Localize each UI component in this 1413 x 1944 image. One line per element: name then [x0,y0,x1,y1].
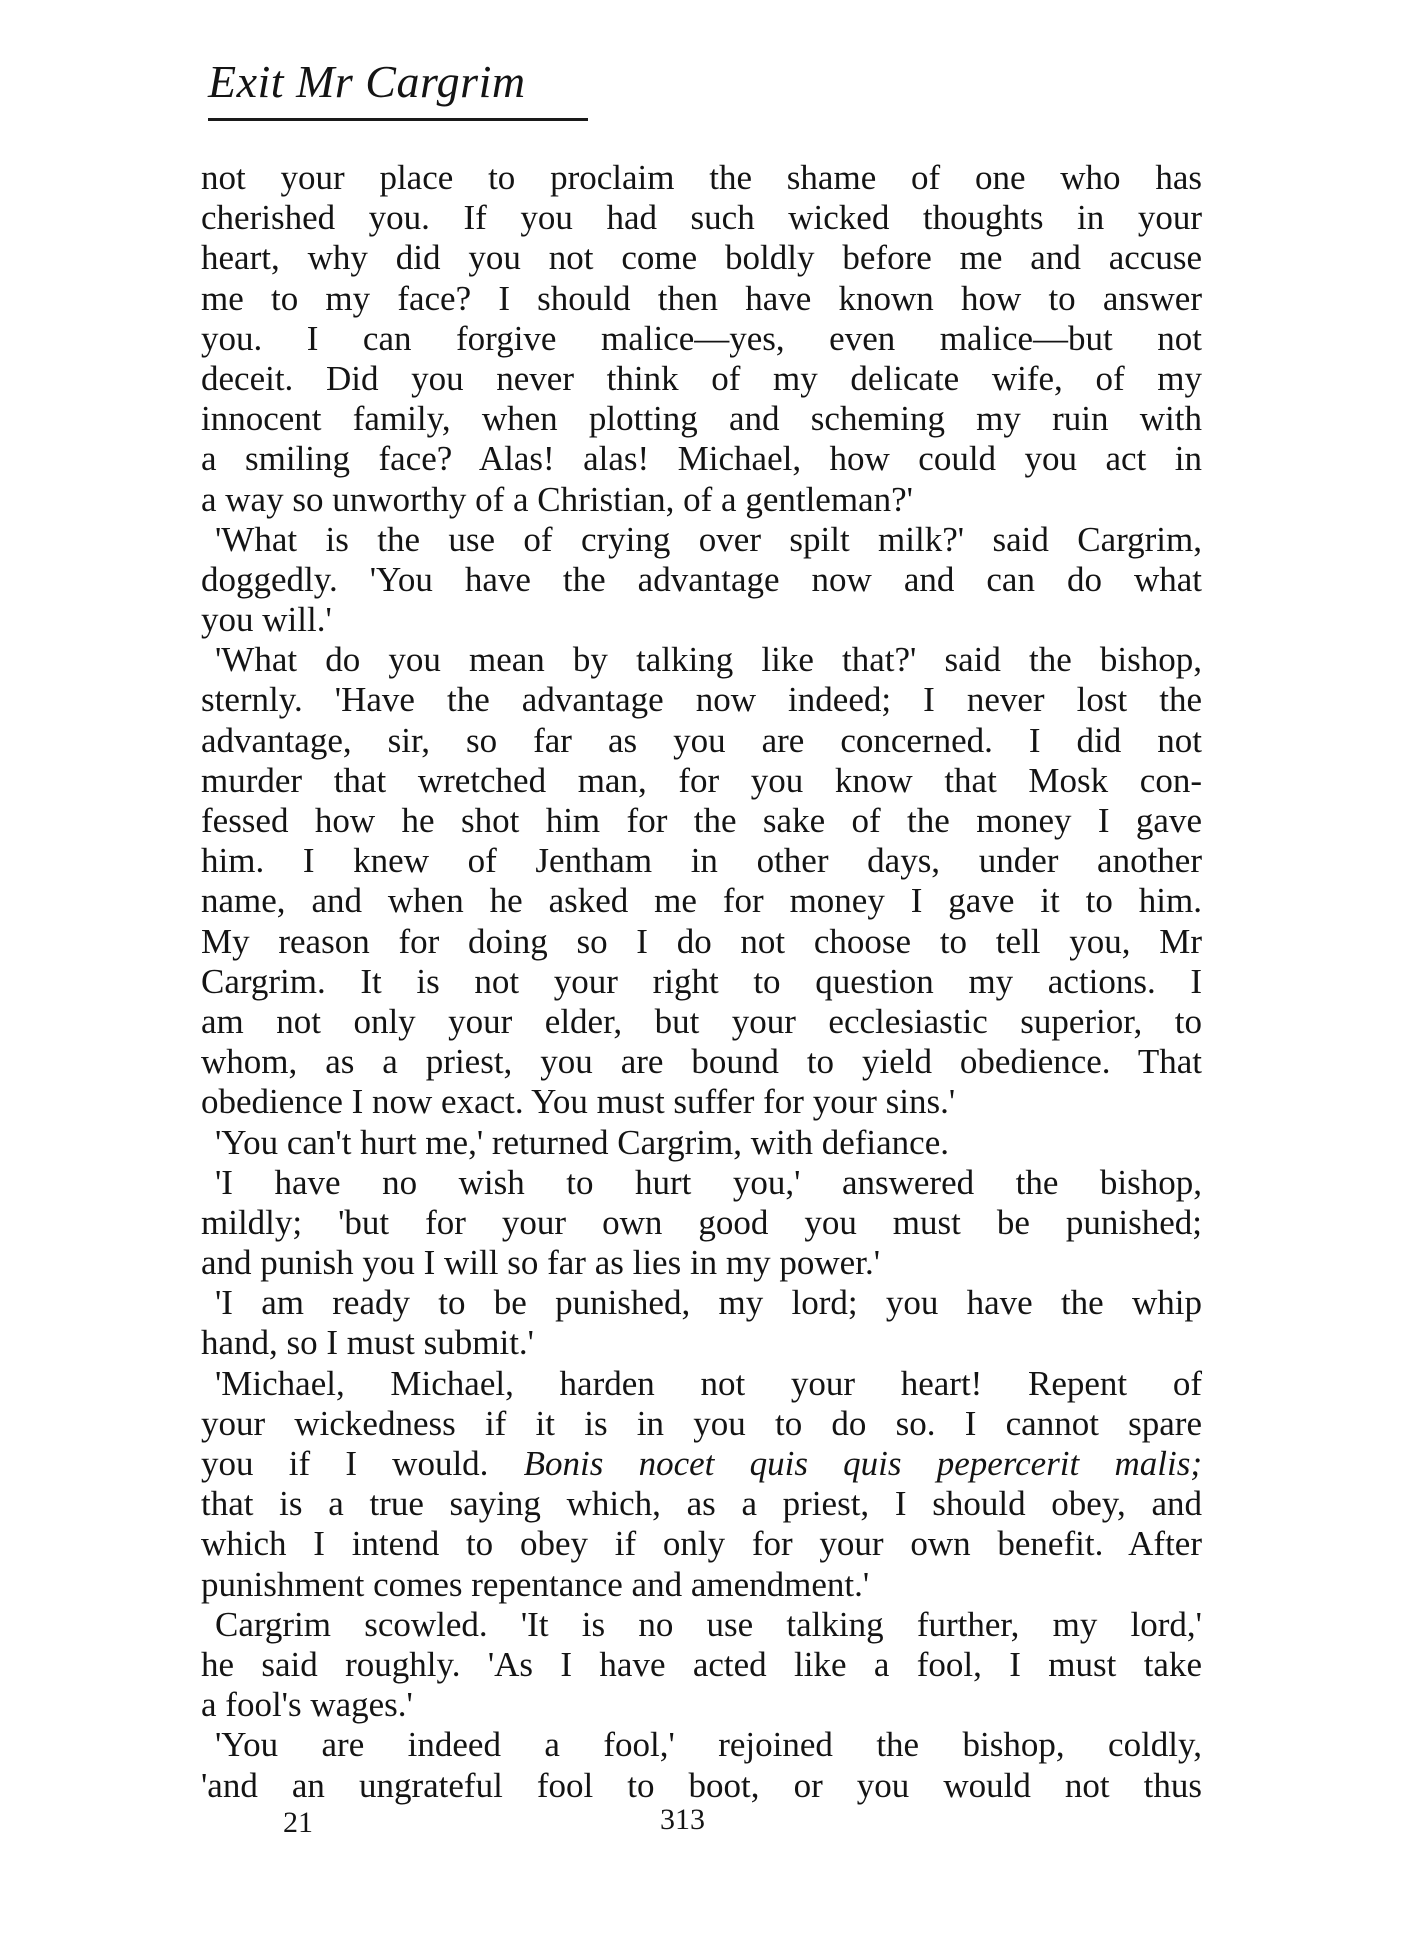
text-line-content: 'Michael, Michael, harden not your heart! Repent of [215,1363,1202,1403]
text-line [201,480,1202,520]
latin-quotation: Bonis nocet quis quis pepercerit malis; [523,1444,1202,1483]
text-line-content: your wickedness if it is in you to do so. I cannot spare [201,1403,1202,1443]
text-line [201,560,1202,600]
running-header: Exit Mr Cargrim [208,56,526,107]
text-line-content: that is a true saying which, as a priest, I should obey, and [201,1484,1202,1524]
text-line-content: murder that wretched man, for you know that Mosk con- [201,760,1202,800]
text-line [201,279,1202,319]
text-line-content: heart, why did you not come boldly before me and accuse [201,238,1202,278]
text-line-content: 'and an ungrateful fool to boot, or you would not thus [201,1765,1202,1805]
text-line [201,1283,1202,1323]
text-line-content: 'I have no wish to hurt you,' answered the bishop, [215,1162,1202,1202]
text-line-content: fessed how he shot him for the sake of the money I gave [201,801,1202,840]
text-line [201,1645,1202,1685]
text-line [201,801,1202,841]
text-line [201,1484,1202,1524]
text-line [201,1404,1202,1444]
text-line-content: obedience I now exact. You must suffer for your sins.' [201,1082,956,1122]
text-line [201,520,1202,560]
text-line-content: you if I would. [201,1444,489,1483]
text-line [201,198,1202,238]
text-line [201,399,1202,439]
text-line-content: he said roughly. 'As I have acted like a fool, I must take [201,1644,1202,1684]
text-line [201,922,1202,962]
text-line [201,640,1202,680]
text-line [201,721,1202,761]
text-line [201,600,1202,640]
text-line [201,1123,1202,1163]
text-line [201,1444,1202,1484]
text-line-content: My reason for doing so I do not choose to tell you, Mr [201,921,1202,961]
text-line [201,1243,1202,1283]
text-line-content: 'What do you mean by talking like that?' said the bishop, [215,640,1202,680]
text-line [201,1323,1202,1363]
page-number: 313 [660,1803,705,1836]
text-line [201,841,1202,881]
text-line [201,1163,1202,1203]
text-line [201,761,1202,801]
text-line [201,680,1202,720]
text-line-content: hand, so I must submit.' [201,1323,534,1363]
text-line-content: and punish you I will so far as lies in my power.' [201,1243,880,1283]
text-line-content: 'You can't hurt me,' returned Cargrim, with defiance. [215,1122,949,1162]
text-line [201,1002,1202,1042]
text-line-content: a way so unworthy of a Christian, of a gentleman?' [201,479,913,519]
text-line [201,1042,1202,1082]
text-line-content: Cargrim. It is not your right to question my actions. I [201,961,1202,1001]
text-line [201,238,1202,278]
text-line [201,1685,1202,1725]
text-line-content: sternly. 'Have the advantage now indeed; I never lost the [201,680,1202,720]
text-line-content: 'You are indeed a fool,' rejoined the bishop, coldly, [215,1725,1202,1765]
text-line [201,1725,1202,1765]
text-line [201,881,1202,921]
text-line [201,359,1202,399]
text-line [201,1605,1202,1645]
text-line-content: me to my face? I should then have known how to answer [201,278,1202,318]
text-line [201,962,1202,1002]
text-line-content: a fool's wages.' [201,1685,413,1725]
text-line-content: name, and when he asked me for money I gave it to him. [201,881,1202,921]
body-text [201,158,1202,1806]
text-line-content: whom, as a priest, you are bound to yield obedience. That [201,1042,1202,1082]
text-line-content: which I intend to obey if only for your own benefit. After [201,1524,1202,1564]
text-line-content: 'What is the use of crying over spilt milk?' said Cargrim, [215,519,1202,559]
text-line [201,1082,1202,1122]
text-line-content: am not only your elder, but your ecclesiastic superior, to [201,1001,1202,1041]
text-line-content: innocent family, when plotting and scheming my ruin with [201,399,1202,439]
text-line [201,1565,1202,1605]
text-line [201,1364,1202,1404]
header-rule [208,118,588,121]
text-line-content: not your place to proclaim the shame of one who has [201,158,1202,197]
text-line [201,1766,1202,1806]
text-line [201,1524,1202,1564]
signature-mark: 21 [283,1806,313,1839]
text-line-content: him. I knew of Jentham in other days, under another [201,841,1202,881]
text-line-content: doggedly. 'You have the advantage now and can do what [201,559,1202,599]
text-line-content: cherished you. If you had such wicked thoughts in your [201,198,1202,238]
text-line-content: you. I can forgive malice—yes, even malice—but not [201,318,1202,358]
text-line-content: you will.' [201,600,332,640]
text-line-content: mildly; 'but for your own good you must be punished; [201,1202,1202,1242]
text-line-content: a smiling face? Alas! alas! Michael, how could you act in [201,439,1202,479]
text-line-content: 'I am ready to be punished, my lord; you have the whip [215,1283,1202,1323]
text-line-content: Cargrim scowled. 'It is no use talking further, my lord,' [215,1604,1202,1644]
text-line [201,439,1202,479]
text-line-content: punishment comes repentance and amendment.' [201,1564,870,1604]
text-line [201,1203,1202,1243]
text-line-content: advantage, sir, so far as you are concerned. I did not [201,720,1202,760]
text-line-content: deceit. Did you never think of my delicate wife, of my [201,358,1202,398]
text-line [201,319,1202,359]
text-line [201,158,1202,198]
